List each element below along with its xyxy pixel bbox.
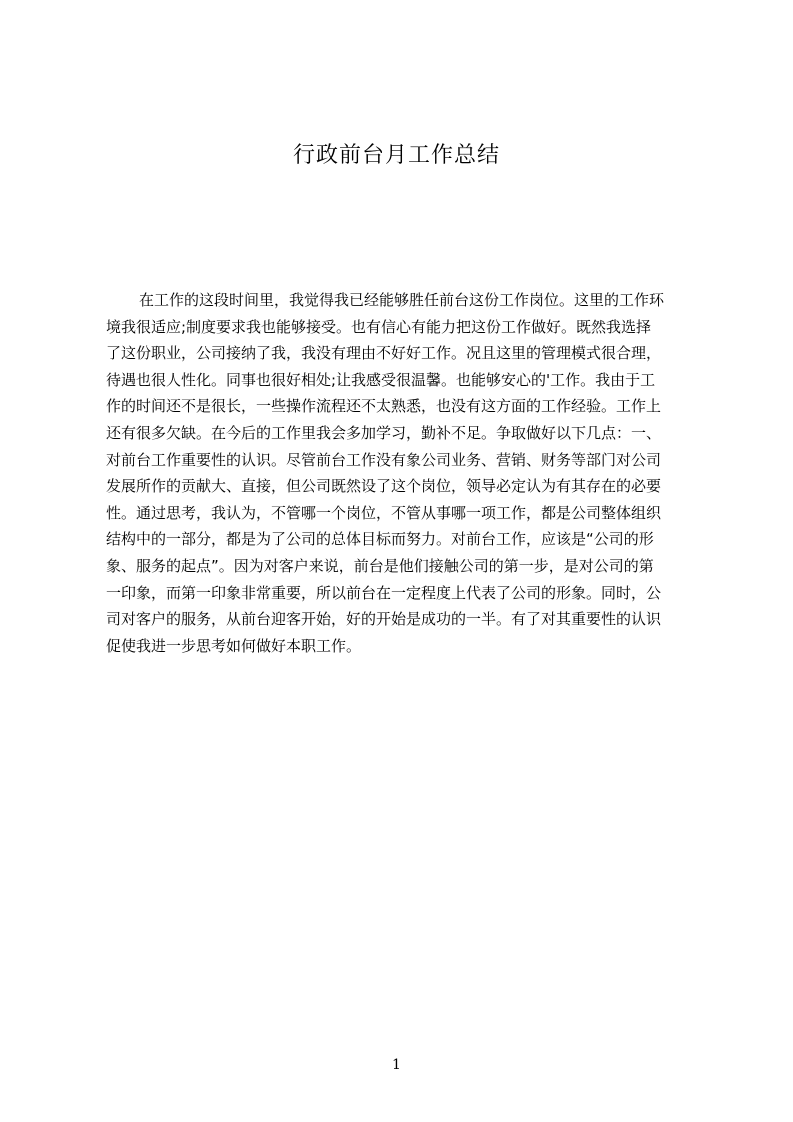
page-number: 1	[392, 1057, 401, 1073]
body-line: 一印象，而第一印象非常重要，所以前台在一定程度上代表了公司的形象。同时，公	[106, 583, 662, 602]
body-line: 发展所作的贡献大、直接，但公司既然设了这个岗位，领导必定认为有其存在的必要	[106, 477, 662, 496]
body-line: 对前台工作重要性的认识。尽管前台工作没有象公司业务、营销、财务等部门对公司	[106, 450, 662, 469]
body-line: 还有很多欠缺。在今后的工作里我会多加学习，勤补不足。争取做好以下几点：一、	[106, 423, 662, 442]
body-line: 结构中的一部分，都是为了公司的总体目标而努力。对前台工作，应该是“公司的形	[106, 530, 654, 549]
body-line: 境我很适应;制度要求我也能够接受。也有信心有能力把这份工作做好。既然我选择	[106, 317, 652, 336]
body-line: 性。通过思考，我认为，不管哪一个岗位，不管从事哪一项工作，都是公司整体组织	[106, 503, 662, 522]
body-line: 在工作的这段时间里，我觉得我已经能够胜任前台这份工作岗位。这里的工作环	[139, 291, 665, 309]
document-title: 行政前台月工作总结	[292, 143, 500, 168]
body-line: 促使我进一步思考如何做好本职工作。	[106, 636, 362, 655]
body-line: 作的时间还不是很长，一些操作流程还不太熟悉，也没有这方面的工作经验。工作上	[106, 397, 662, 416]
body-line: 了这份职业，公司接纳了我，我没有理由不好好工作。况且这里的管理模式很合理，	[106, 344, 662, 363]
body-line: 象、服务的起点”。因为对客户来说，前台是他们接触公司的第一步，是对公司的第	[106, 556, 654, 575]
body-line: 司对客户的服务，从前台迎客开始，好的开始是成功的一半。有了对其重要性的认识	[106, 610, 662, 629]
body-line: 待遇也很人性化。同事也很好相处;让我感受很温馨。也能够安心的'工作。我由于工	[106, 370, 656, 389]
document-body	[106, 287, 700, 659]
